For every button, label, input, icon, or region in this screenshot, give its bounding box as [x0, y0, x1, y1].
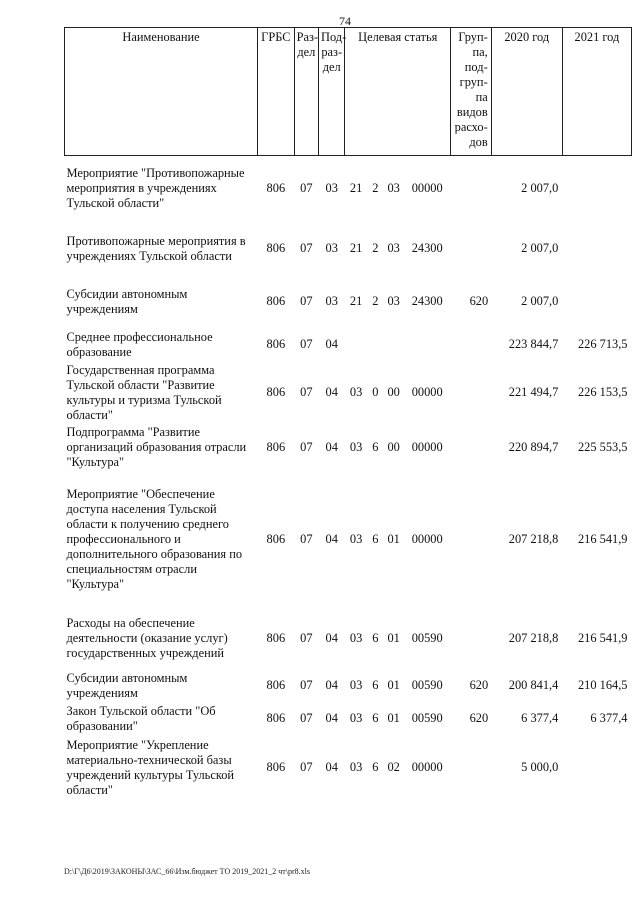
- row-target-subprogram: 2: [372, 181, 379, 196]
- table-row: [65, 608, 632, 670]
- row-expense-type: [451, 608, 492, 670]
- table-row: [65, 156, 632, 222]
- row-amount-2021: [562, 276, 631, 328]
- row-grbs: 806: [266, 711, 286, 725]
- row-name: Подпрограмма "Развитие организаций образования отрасли "Культура": [66, 425, 247, 469]
- row-target-direction: 00000: [411, 440, 443, 454]
- table-row: [65, 472, 632, 608]
- row-target-direction: 00000: [411, 532, 443, 546]
- row-name: Мероприятие "Обеспечение доступа населения Тульской области к получению среднего профессионального и дополнительного образования по специальностям отрасли "Культура": [66, 487, 243, 591]
- row-podrazdel: 04: [325, 532, 338, 546]
- row-target-event: 01: [387, 532, 400, 546]
- header-razdel: Раз-дел: [294, 28, 318, 156]
- row-razdel: 07: [300, 440, 313, 454]
- header-name: Наименование: [65, 28, 258, 156]
- row-expense-type: [451, 328, 492, 362]
- row-target-program: 21: [349, 181, 363, 196]
- row-amount-2021: 216 541,9: [577, 631, 628, 645]
- row-target-direction: 00000: [411, 181, 443, 196]
- row-target-program: 21: [349, 241, 363, 255]
- row-expense-type: [451, 222, 492, 276]
- row-target-subprogram: 6: [372, 678, 379, 692]
- row-podrazdel: 04: [325, 711, 338, 725]
- row-expense-type: 620: [469, 294, 489, 308]
- row-razdel: 07: [300, 711, 313, 725]
- row-name: Государственная программа Тульской области "Развитие культуры и туризма Тульской области": [66, 362, 222, 422]
- row-podrazdel: 03: [325, 241, 338, 255]
- row-grbs: 806: [266, 532, 286, 546]
- row-podrazdel: 04: [325, 631, 338, 645]
- row-podrazdel: 04: [325, 678, 338, 692]
- row-name: Расходы на обеспечение деятельности (оказание услуг) государственных учреждений: [66, 616, 228, 660]
- row-target-direction: 00590: [411, 711, 443, 725]
- row-target-direction: [404, 328, 451, 362]
- budget-table: [64, 27, 632, 800]
- row-target-subprogram: [367, 328, 383, 362]
- row-name: Субсидии автономным учреждениям: [66, 670, 188, 700]
- row-target-subprogram: 6: [372, 532, 379, 546]
- row-podrazdel: 04: [325, 760, 338, 774]
- row-amount-2021: 225 553,5: [577, 440, 628, 454]
- row-expense-type: 620: [469, 678, 489, 692]
- row-target-direction: 00000: [411, 385, 443, 399]
- row-target-direction: 00000: [411, 760, 443, 774]
- row-podrazdel: 03: [325, 294, 338, 308]
- row-amount-2020: 2 007,0: [521, 181, 559, 196]
- row-grbs: 806: [266, 337, 286, 351]
- row-amount-2021: 226 153,5: [577, 385, 628, 399]
- row-target-subprogram: 6: [372, 760, 379, 774]
- row-target-direction: 24300: [411, 241, 443, 255]
- row-amount-2020: 207 218,8: [508, 532, 559, 546]
- row-razdel: 07: [300, 241, 313, 255]
- row-amount-2021: 216 541,9: [577, 532, 628, 546]
- row-expense-type: 620: [469, 711, 489, 725]
- row-grbs: 806: [266, 631, 286, 645]
- header-expense-type: Груп-па, под-груп-па видов расхо-дов: [451, 28, 492, 156]
- table-row: [65, 670, 632, 702]
- row-grbs: 806: [266, 440, 286, 454]
- row-amount-2020: 200 841,4: [508, 678, 559, 692]
- header-year-2021: 2021 год: [562, 28, 631, 156]
- row-target-event: 01: [387, 711, 400, 725]
- row-amount-2020: 220 894,7: [508, 440, 559, 454]
- file-path-footer: D:\Г\Д6\2019\ЗАКОНЫ\ЗАС_66\Изм.бюджет ТО 2019_2021_2 чт\pr8.xls: [64, 867, 310, 876]
- row-target-program: 21: [349, 294, 363, 308]
- row-target-subprogram: 6: [372, 631, 379, 645]
- row-target-event: 01: [387, 631, 400, 645]
- row-target-direction: 24300: [411, 294, 443, 308]
- row-target-event: 03: [387, 181, 400, 196]
- row-target-direction: 00590: [411, 631, 443, 645]
- header-target-article: Целевая статья: [345, 28, 451, 156]
- table-row: [65, 736, 632, 800]
- row-target-program: 03: [349, 678, 363, 692]
- row-amount-2020: 5 000,0: [521, 760, 559, 774]
- row-target-program: 03: [349, 385, 363, 399]
- row-target-event: 03: [387, 294, 400, 308]
- row-target-event: [384, 328, 404, 362]
- header-grbs: ГРБС: [258, 28, 295, 156]
- row-podrazdel: 04: [325, 337, 338, 351]
- row-razdel: 07: [300, 294, 313, 308]
- row-razdel: 07: [300, 532, 313, 546]
- budget-table-container: [64, 27, 632, 800]
- row-expense-type: [451, 424, 492, 472]
- row-razdel: 07: [300, 337, 313, 351]
- row-target-subprogram: 2: [372, 241, 379, 255]
- row-target-program: [345, 328, 367, 362]
- row-amount-2021: [562, 222, 631, 276]
- row-amount-2020: 221 494,7: [508, 385, 559, 399]
- row-target-subprogram: 6: [372, 440, 379, 454]
- row-name: Мероприятие "Укрепление материально-технической базы учреждений культуры Тульской области": [66, 737, 235, 797]
- table-row: [65, 362, 632, 424]
- row-razdel: 07: [300, 385, 313, 399]
- row-amount-2021: [562, 736, 631, 800]
- row-target-event: 00: [387, 440, 400, 454]
- page-number: 74: [339, 14, 351, 28]
- row-grbs: 806: [266, 181, 286, 196]
- row-amount-2020: 2 007,0: [521, 241, 559, 255]
- row-target-subprogram: 2: [372, 294, 379, 308]
- row-amount-2020: 6 377,4: [521, 711, 559, 725]
- table-row: [65, 702, 632, 736]
- table-row: [65, 222, 632, 276]
- row-target-event: 03: [387, 241, 400, 255]
- row-expense-type: [451, 362, 492, 424]
- row-podrazdel: 04: [325, 440, 338, 454]
- row-target-program: 03: [349, 631, 363, 645]
- row-grbs: 806: [266, 385, 286, 399]
- row-amount-2020: 223 844,7: [508, 337, 559, 351]
- row-podrazdel: 04: [325, 385, 338, 399]
- header-year-2020: 2020 год: [491, 28, 562, 156]
- row-razdel: 07: [300, 631, 313, 645]
- row-name: Закон Тульской области "Об образовании": [66, 703, 216, 733]
- row-name: Мероприятие "Противопожарные мероприятия в учреждениях Тульской области": [66, 166, 245, 211]
- row-grbs: 806: [266, 241, 286, 255]
- row-podrazdel: 03: [325, 181, 338, 196]
- row-grbs: 806: [266, 760, 286, 774]
- row-amount-2020: 207 218,8: [508, 631, 559, 645]
- row-target-event: 02: [387, 760, 400, 774]
- row-target-program: 03: [349, 760, 363, 774]
- row-target-program: 03: [349, 532, 363, 546]
- table-row: [65, 424, 632, 472]
- row-amount-2021: 226 713,5: [577, 337, 628, 351]
- row-name: Среднее профессиональное образование: [66, 329, 213, 359]
- row-razdel: 07: [300, 181, 313, 196]
- row-target-program: 03: [349, 711, 363, 725]
- row-amount-2021: [562, 156, 631, 222]
- row-target-program: 03: [349, 440, 363, 454]
- row-expense-type: [451, 156, 492, 222]
- row-razdel: 07: [300, 678, 313, 692]
- row-name: Субсидии автономным учреждениям: [66, 286, 188, 316]
- table-body: [65, 156, 632, 800]
- row-razdel: 07: [300, 760, 313, 774]
- header-podrazdel: Под-раз-дел: [319, 28, 345, 156]
- table-row: [65, 328, 632, 362]
- row-expense-type: [451, 472, 492, 608]
- table-header: [65, 28, 632, 156]
- row-grbs: 806: [266, 294, 286, 308]
- row-amount-2021: 6 377,4: [590, 711, 628, 725]
- row-target-direction: 00590: [411, 678, 443, 692]
- table-row: [65, 276, 632, 328]
- row-expense-type: [451, 736, 492, 800]
- row-target-subprogram: 6: [372, 711, 379, 725]
- row-target-event: 00: [387, 385, 400, 399]
- row-target-subprogram: 0: [372, 385, 379, 399]
- row-amount-2021: 210 164,5: [577, 678, 628, 692]
- row-grbs: 806: [266, 678, 286, 692]
- row-amount-2020: 2 007,0: [521, 294, 559, 308]
- row-target-event: 01: [387, 678, 400, 692]
- row-name: Противопожарные мероприятия в учреждениях Тульской области: [66, 233, 246, 263]
